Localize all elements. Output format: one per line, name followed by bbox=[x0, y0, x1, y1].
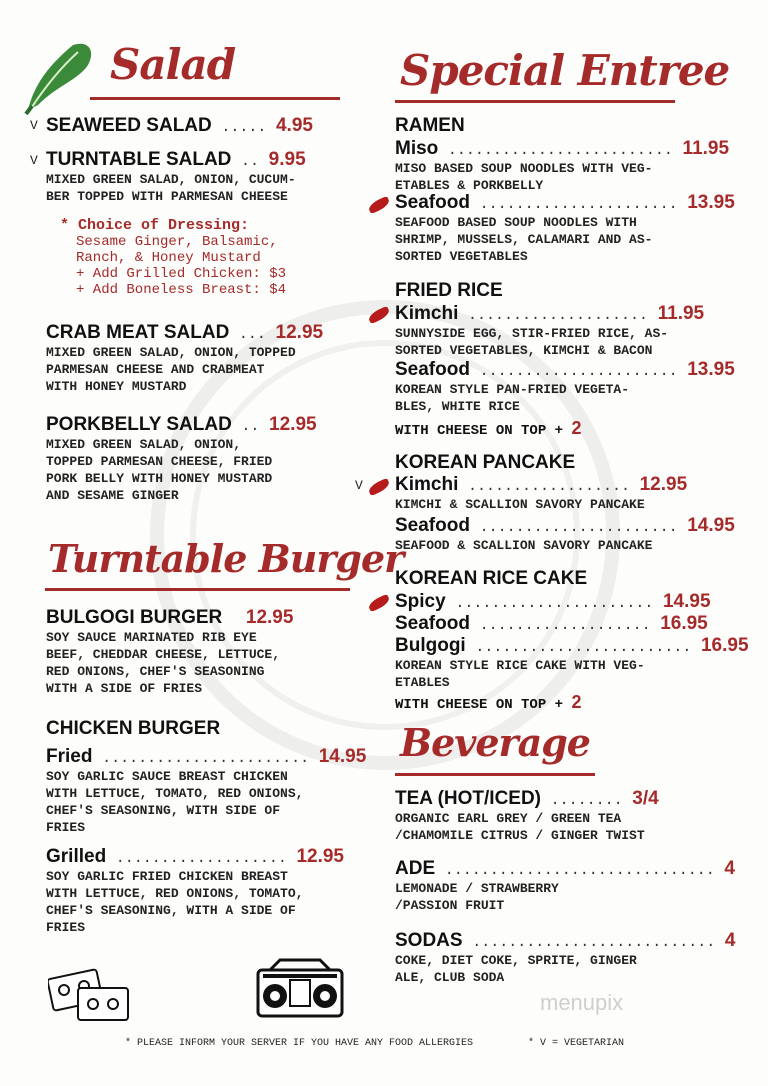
fried-rice-title: FRIED RICE bbox=[395, 280, 503, 301]
lettuce-icon bbox=[18, 30, 98, 115]
seaweed-salad: SEAWEED SALAD ..... 4.95 bbox=[46, 115, 313, 136]
beverage-tea: TEA (HOT/ICED) ........ 3/4 ORGANIC EARL GREY / GREEN TEA /CHAMOMILE CITRUS / GINGER TWIST bbox=[395, 788, 659, 843]
grilled-chicken-burger: Grilled ................... 12.95 SOY GARLIC FRIED CHICKEN BREAST WITH LETTUCE, RED ONIONS, TOMATO, CHEF'S SEASONING, WITH A SIDE OF FRIES bbox=[46, 846, 344, 935]
porkbelly-salad: PORKBELLY SALAD .. 12.95 MIXED GREEN SALAD, ONION, TOPPED PARMESAN CHEESE, FRIED PORK BELLY WITH HONEY MUSTARD AND SESAME GINGER bbox=[46, 414, 317, 503]
ramen-title: RAMEN bbox=[395, 115, 465, 136]
vegetarian-marker: V bbox=[30, 153, 38, 168]
item-price: 4.95 bbox=[275, 115, 313, 136]
chili-icon bbox=[367, 196, 391, 214]
salad-underline bbox=[90, 97, 340, 100]
rice-cake-spicy: Spicy ...................... 14.95 bbox=[395, 591, 711, 612]
cassette-icon bbox=[48, 968, 133, 1023]
turntable-salad: TURNTABLE SALAD .. 9.95 MIXED GREEN SALAD, ONION, CUCUM- BER TOPPED WITH PARMESAN CHEESE bbox=[46, 149, 306, 204]
fried-rice-seafood: Seafood ...................... 13.95 KOREAN STYLE PAN-FRIED VEGETA- BLES, WHITE RICE bbox=[395, 359, 735, 414]
item-name: SEAWEED SALAD bbox=[46, 115, 212, 136]
vegetarian-marker: V bbox=[355, 478, 363, 493]
chicken-burger-title: CHICKEN BURGER bbox=[46, 718, 221, 739]
korean-pancake-title: KOREAN PANCAKE bbox=[395, 452, 576, 473]
korean-rice-cake-title: KOREAN RICE CAKE bbox=[395, 568, 588, 589]
vegetarian-marker: V bbox=[30, 118, 38, 133]
pancake-kimchi: Kimchi .................. 12.95 KIMCHI & SCALLION SAVORY PANCAKE bbox=[395, 474, 688, 512]
bulgogi-burger: BULGOGI BURGER 12.95 SOY SAUCE MARINATED RIB EYE BEEF, CHEDDAR CHEESE, LETTUCE, RED ONIONS, CHEF'S SEASONING WITH A SIDE OF FRIES bbox=[46, 607, 294, 696]
allergy-note: * PLEASE INFORM YOUR SERVER IF YOU HAVE ANY FOOD ALLERGIES bbox=[125, 1038, 474, 1049]
dressing-choice: * Choice of Dressing: Sesame Ginger, Balsamic, Ranch, & Honey Mustard + Add Grilled Chicken: $3 + Add Boneless Breast: $4 bbox=[60, 217, 287, 298]
burger-heading: Turntable Burger bbox=[48, 536, 404, 581]
rice-cake-bulgogi: Bulgogi ........................ 16.95 KOREAN STYLE RICE CAKE WITH VEG- ETABLES bbox=[395, 635, 749, 690]
rice-cake-cheese-extra: WITH CHEESE ON TOP + 2 bbox=[395, 692, 582, 713]
special-entree-heading: Special Entree bbox=[400, 46, 730, 95]
special-underline bbox=[395, 100, 675, 103]
vegetarian-note: * V = VEGETARIAN bbox=[528, 1038, 625, 1049]
burger-underline bbox=[45, 588, 350, 591]
beverage-heading: Beverage bbox=[400, 720, 590, 765]
ramen-miso: Miso ......................... 11.95 MISO BASED SOUP NOODLES WITH VEG- ETABLES & PORKBELLY bbox=[395, 138, 730, 193]
fried-rice-kimchi: Kimchi .................... 11.95 SUNNYSIDE EGG, STIR-FRIED RICE, AS- SORTED VEGETABLES, KIMCHI & BACON bbox=[395, 303, 705, 358]
salad-heading: Salad bbox=[110, 40, 236, 89]
menupix-watermark: menupix bbox=[540, 990, 624, 1015]
beverage-ade: ADE .............................. 4 LEMONADE / STRAWBERRY /PASSION FRUIT bbox=[395, 858, 735, 913]
fried-chicken-burger: Fried ....................... 14.95 SOY GARLIC SAUCE BREAST CHICKEN WITH LETTUCE, TOMATO, RED ONIONS, CHEF'S SEASONING, WITH SIDE OF FRIES bbox=[46, 746, 367, 835]
beverage-sodas: SODAS ........................... 4 COKE, DIET COKE, SPRITE, GINGER ALE, CLUB SODA bbox=[395, 930, 736, 985]
ramen-seafood: Seafood ...................... 13.95 SEAFOOD BASED SOUP NOODLES WITH SHRIMP, MUSSELS, CALAMARI AND AS- SORTED VEGETABLES bbox=[395, 192, 735, 264]
pancake-seafood: Seafood ...................... 14.95 SEAFOOD & SCALLION SAVORY PANCAKE bbox=[395, 515, 735, 553]
boombox-icon bbox=[255, 958, 345, 1020]
rice-cake-seafood: Seafood ................... 16.95 bbox=[395, 613, 708, 634]
beverage-underline bbox=[395, 773, 595, 776]
fried-rice-cheese-extra: WITH CHEESE ON TOP + 2 bbox=[395, 418, 582, 439]
crab-meat-salad: CRAB MEAT SALAD ... 12.95 MIXED GREEN SALAD, ONION, TOPPED PARMESAN CHEESE AND CRABMEAT WITH HONEY MUSTARD bbox=[46, 322, 324, 394]
